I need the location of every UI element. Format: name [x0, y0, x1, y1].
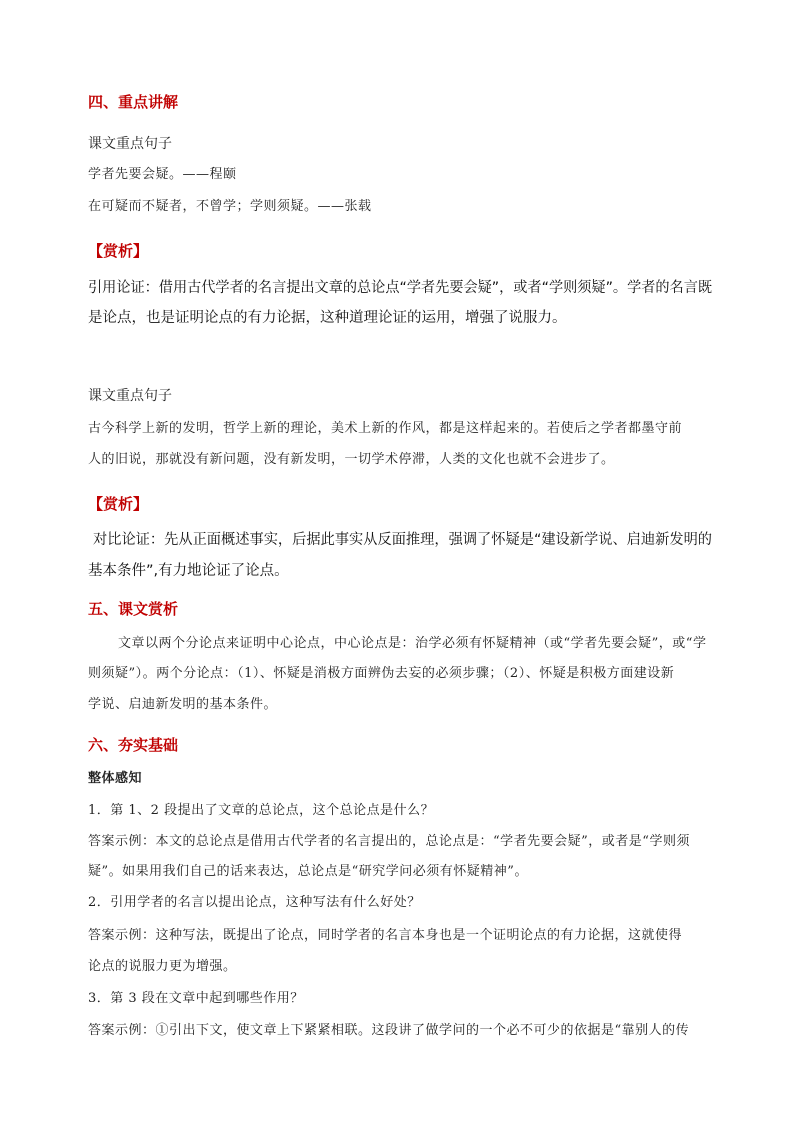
appreciation-line-3: 学说、启迪新发明的基本条件。: [88, 697, 278, 712]
section-4-heading: 四、重点讲解: [88, 93, 179, 111]
answer-3-line-1: 答案示例：①引出下文，使文章上下紧紧相联。这段讲了做学问的一个必不可少的依据是“靠别人的传: [88, 1023, 690, 1038]
answer-2-line-2: 论点的说服力更为增强。: [88, 959, 237, 974]
answer-1-line-1: 答案示例：本文的总论点是借用古代学者的名言提出的，总论点是：“学者先要会疑”，或者是“学则须: [88, 834, 690, 849]
answer-1-line-2: 疑”。如果用我们自己的话来表达，总论点是“研究学问必须有怀疑精神”。: [88, 864, 528, 879]
overall-perception-subheading: 整体感知: [88, 771, 143, 786]
appreciation-line-1: 文章以两个分论点来证明中心论点，中心论点是：治学必须有怀疑精神（或“学者先要会疑”，或“学: [118, 636, 707, 651]
passage-line-1: 古今科学上新的发明，哲学上新的理论，美术上新的作风，都是这样起来的。若使后之学者都墨守前: [88, 421, 683, 436]
analysis-1-line-1: 引用论证：借用古代学者的名言提出文章的总论点“学者先要会疑”，或者“学则须疑”。学者的名言既: [88, 280, 713, 296]
question-1: 1．第 1、2 段提出了文章的总论点，这个总论点是什么？: [88, 803, 435, 818]
answer-2-line-1: 答案示例：这种写法，既提出了论点，同时学者的名言本身也是一个证明论点的有力论据，这就使得: [88, 928, 683, 943]
key-sentence-label-1: 课文重点句子: [88, 136, 172, 152]
question-3: 3．第 3 段在文章中起到哪些作用？: [88, 991, 304, 1006]
quote-zhangzai: 在可疑而不疑者，不曾学；学则须疑。——张载: [88, 199, 372, 214]
quote-chengyi: 学者先要会疑。——程颐: [88, 167, 237, 182]
analysis-label-2: 【赏析】: [88, 495, 149, 513]
analysis-2-line-2: 基本条件”,有力地论证了论点。: [88, 563, 289, 579]
analysis-2-line-1: 对比论证：先从正面概述事实，后据此事实从反面推理，强调了怀疑是“建设新学说、启迪新发明的: [93, 532, 713, 548]
analysis-label-1: 【赏析】: [88, 242, 149, 260]
key-sentence-label-2: 课文重点句子: [88, 388, 172, 404]
section-5-heading: 五、课文赏析: [88, 600, 179, 618]
appreciation-line-2: 则须疑”）。两个分论点：（1）、怀疑是消极方面辨伪去妄的必须步骤；（2）、怀疑是积极方面建设新: [88, 666, 675, 681]
analysis-1-line-2: 是论点，也是证明论点的有力论据，这种道理论证的运用，增强了说服力。: [88, 310, 567, 326]
question-2: 2．引用学者的名言以提出论点，这种写法有什么好处？: [88, 895, 421, 910]
section-6-heading: 六、夯实基础: [88, 736, 179, 754]
passage-line-2: 人的旧说，那就没有新问题，没有新发明，一切学术停滞，人类的文化也就不会进步了。: [88, 452, 615, 467]
